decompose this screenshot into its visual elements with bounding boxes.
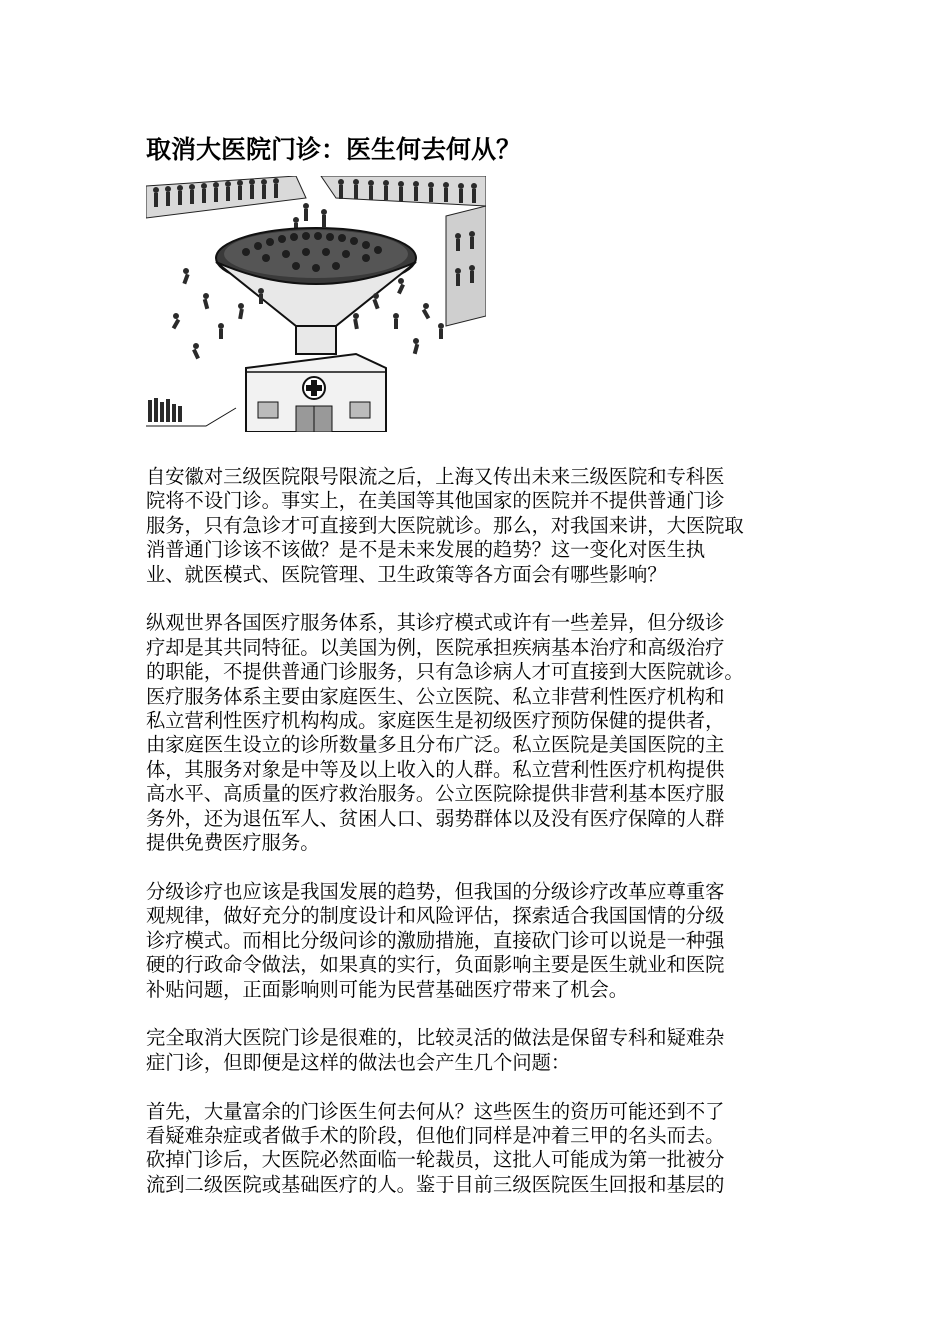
paragraph (146, 1026, 806, 1075)
article-illustration (146, 176, 486, 432)
text-line: 首先，大量富余的门诊医生何去何从？这些医生的资历可能还到不了 (146, 1099, 725, 1123)
text-line: 补贴问题，正面影响则可能为民营基础医疗带来了机会。 (146, 977, 629, 1001)
text-line: 纵观世界各国医疗服务体系，其诊疗模式或许有一些差异，但分级诊 (146, 611, 725, 635)
text-line: 症门诊，但即便是这样的做法也会产生几个问题： (146, 1050, 571, 1074)
text-line: 分级诊疗也应该是我国发展的趋势，但我国的分级诊疗改革应尊重客 (146, 879, 725, 903)
text-line: 服务，只有急诊才可直接到大医院就诊。那么，对我国来讲，大医院取 (146, 513, 744, 537)
text-line: 院将不设门诊。事实上，在美国等其他国家的医院并不提供普通门诊 (146, 489, 725, 513)
funnel-hospital-cartoon-icon (146, 176, 486, 432)
text-line: 自安徽对三级医院限号限流之后，上海又传出未来三级医院和专科医 (146, 465, 725, 488)
text-line: 流到二级医院或基础医疗的人。鉴于目前三级医院医生回报和基层的 (146, 1172, 725, 1196)
text-line: 观规律，做好充分的制度设计和风险评估，探索适合我国国情的分级 (146, 904, 725, 928)
text-line: 消普通门诊该不该做？是不是未来发展的趋势？这一变化对医生执 (146, 538, 706, 562)
text-line: 医疗服务体系主要由家庭医生、公立医院、私立非营利性医疗机构和 (146, 684, 725, 708)
text-line: 务外，还为退伍军人、贫困人口、弱势群体以及没有医疗保障的人群 (146, 806, 725, 830)
text-line: 提供免费医疗服务。 (146, 831, 320, 855)
text-line: 砍掉门诊后，大医院必然面临一轮裁员，这批人可能成为第一批被分 (146, 1148, 725, 1172)
text-line: 私立营利性医疗机构构成。家庭医生是初级医疗预防保健的提供者， (146, 709, 725, 733)
paragraph (146, 465, 806, 587)
text-line: 的职能，不提供普通门诊服务，只有急诊病人才可直接到大医院就诊。 (146, 660, 744, 684)
text-line: 看疑难杂症或者做手术的阶段，但他们同样是冲着三甲的名头而去。 (146, 1123, 725, 1147)
text-line: 完全取消大医院门诊是很难的，比较灵活的做法是保留专科和疑难杂 (146, 1026, 725, 1050)
paragraph (146, 1100, 806, 1198)
text-line: 疗却是其共同特征。以美国为例，医院承担疾病基本治疗和高级治疗 (146, 635, 725, 659)
text-line: 硬的行政命令做法，如果真的实行，负面影响主要是医生就业和医院 (146, 953, 725, 977)
text-line: 由家庭医生设立的诊所数量多且分布广泛。私立医院是美国医院的主 (146, 733, 725, 757)
text-line: 体，其服务对象是中等及以上收入的人群。私立营利性医疗机构提供 (146, 757, 725, 781)
paragraph (146, 611, 806, 855)
text-line: 诊疗模式。而相比分级问诊的激励措施，直接砍门诊可以说是一种强 (146, 928, 725, 952)
text-line: 业、就医模式、医院管理、卫生政策等各方面会有哪些影响？ (146, 562, 667, 586)
paragraph (146, 880, 806, 1002)
text-line: 高水平、高质量的医疗救治服务。公立医院除提供非营利基本医疗服 (146, 782, 725, 806)
article-title: 取消大医院门诊：医生何去何从？ (146, 135, 522, 164)
article-body (146, 465, 806, 1222)
